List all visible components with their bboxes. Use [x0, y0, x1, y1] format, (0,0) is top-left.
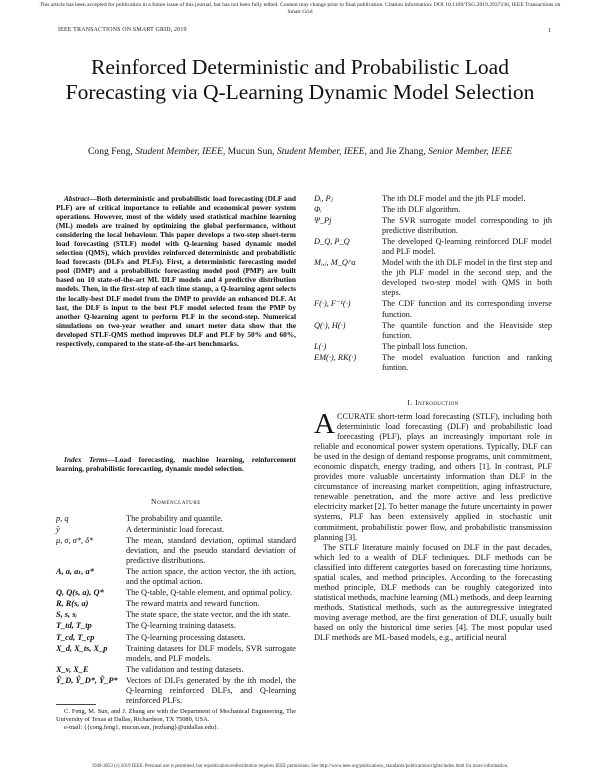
nomenclature-symbol: S, s, sᵢ [56, 610, 77, 620]
nomenclature-symbol: T_td, T_tp [56, 621, 92, 631]
nomenclature-description: Model with the ith DLF model in the first step and the jth PLF model in the second step, and the developed two-step model with QMS in both steps. [382, 258, 552, 298]
nomenclature-row [56, 676, 296, 706]
nomenclature-row [56, 644, 296, 664]
acceptance-banner: This article has been accepted for publication in a future issue of this journal, but has not been fully edited. Content may change prior to final publication. Citation information: DOI 10.1109/TSG.2019.2937338, IEEE Transactions on Smart Grid [39, 2, 561, 15]
author-separator: , [222, 146, 228, 157]
nomenclature-row [56, 665, 296, 675]
running-head: IEEE TRANSACTIONS ON SMART GRID, 2019 [58, 27, 187, 33]
author-name: Jie Zhang, [385, 146, 429, 157]
nomenclature-description: The quantile function and the Heaviside step function. [382, 320, 552, 340]
author-line [20, 146, 580, 158]
nomenclature-row [314, 299, 552, 319]
nomenclature-description: The probability and quantile. [126, 514, 223, 523]
nomenclature-description: A deterministic load forecast. [126, 525, 225, 535]
nomenclature-description: The pinball loss function. [382, 341, 468, 351]
nomenclature-symbol: F(·), F⁻¹(·) [314, 299, 351, 309]
abstract-lead: Abstract [64, 194, 90, 203]
nomenclature-row [56, 525, 296, 535]
nomenclature-description: The CDF function and its corresponding inverse function. [382, 299, 552, 319]
paragraph-text: The STLF literature mainly focused on DLF in the past decades, which led to a wealth of DLF techniques. DLF methods can be classified into different categories based on forecasting time horizons, spatial scales, and method principles. According to the forecasting method principle, DLF methods can be roughly categorized into statistical methods, machine learning (ML) methods, and deep learning methods. Statistical methods, such as the autoregressive integrated moving average method, are the first generation of DLF, usually built based on only the historical time series [4]. The most popular used DLF methods are ML-based models, e.g., artificial neural [314, 542, 552, 643]
nomenclature-description: The Q-table, Q-table element, and optimal policy. [126, 588, 293, 598]
author-role: Student Member, IEEE [135, 146, 223, 157]
nomenclature-row [314, 205, 552, 215]
nomenclature-symbol: ŷ [56, 525, 60, 535]
author-separator: , and [364, 146, 386, 157]
nomenclature-row [56, 621, 296, 631]
nomenclature-symbol: X_d, X_ts, X_p [56, 643, 108, 653]
nomenclature-description: The model evaluation function and ranking funtion. [382, 352, 552, 372]
nomenclature-description: The SVR surrogate model corresponding to jth predictive distribution. [382, 216, 552, 236]
nomenclature-symbol: Ŷ_D, Ŷ_D*, Ŷ_P* [56, 675, 118, 685]
nomenclature-row [314, 237, 552, 257]
nomenclature-row [56, 633, 296, 643]
nomenclature-symbol: μ, σ, σ*, δ* [56, 536, 94, 546]
affiliation-footnote [56, 708, 296, 732]
nomenclature-symbol: A, a, aₜ, a* [56, 567, 94, 577]
nomenclature-row [56, 514, 296, 524]
nomenclature-description: The reward matrix and reward function. [126, 599, 260, 609]
author-name: Mucun Sun, [227, 146, 277, 157]
section-heading: I. Introduction [407, 398, 459, 407]
author-name: Cong Feng, [88, 146, 136, 157]
nomenclature-list-continued [314, 194, 552, 374]
copyright-footer: 1949-3053 (c) 2019 IEEE. Personal use is permitted, but republication/redistribution requires IEEE permission. See http://www.ieee.org/publications_standards/publications/rights/index.html for more information. [91, 764, 509, 769]
nomenclature-row [314, 353, 552, 373]
nomenclature-symbol: X_v, X_E [56, 664, 89, 674]
nomenclature-row [56, 588, 296, 598]
nomenclature-title: Nomenclature [151, 497, 201, 506]
footnote-rule [56, 704, 96, 705]
nomenclature-symbol: Φᵢ [314, 205, 322, 215]
nomenclature-row [56, 599, 296, 609]
paper-title: Reinforced Deterministic and Probabilistic Load Forecasting via Q-Learning Dynamic Model Selection [65, 55, 535, 104]
nomenclature-row [56, 536, 296, 566]
nomenclature-symbol: p, q [56, 514, 69, 523]
nomenclature-row [56, 567, 296, 587]
abstract-text: —Both deterministic and probabilistic load forecasting (DLF and PLF) are of critical importance to reliable and economical power system operations. However, most of the widely used statistical machine learning (ML) models are trained by optimizing the global performance, without considering the local behaviour. This paper develops a two-step short-term load forecasting (STLF) model with Q-learning based dynamic model selection (QMS), which provides reinforced deterministic and probabilistic load forecasts (DLFs and PLFs). First, a deterministic forecasting model pool (DMP) and a probabilistic forecasting model pool (PMP) are built based on 10 state-of-the-art ML DLF models and 4 predictive distribution models. Then, in the first-step of each time stamp, a Q-learning agent selects the locally-best DLF model from the DMP to provide an enhanced DLF. At last, the DLF is input to the best PLF model selected from the PMP by another Q-learning agent to perform PLF in the second-step. Numerical simulations on two-year weather and smart meter data show that the developed STLF-QMS method improves DLF and PLF by 50% and 60%, respectively, compared to the state-of-the-art benchmarks. [56, 194, 296, 348]
paragraph [314, 408, 552, 543]
nomenclature-symbol: EM(·), RK(·) [314, 352, 357, 362]
nomenclature-description: Training datasets for DLF models, SVR surrogate models, and PLF models. [126, 643, 296, 663]
nomenclature-description: Vectors of DLFs generated by the ith model, the Q-learning reinforced DLFs, and Q-learning reinforced PLFs. [126, 675, 296, 705]
nomenclature-description: The developed Q-learning reinforced DLF model and PLF model. [382, 237, 552, 257]
nomenclature-row [314, 216, 552, 236]
nomenclature-list [56, 514, 296, 707]
abstract [56, 194, 296, 348]
drop-cap: A [314, 408, 335, 440]
nomenclature-description: The ith DLF algorithm. [382, 205, 461, 215]
nomenclature-description: The Q-learning processing datasets. [126, 632, 246, 642]
page-number: 1 [548, 27, 552, 34]
nomenclature-symbol: D_Q, P_Q [314, 237, 350, 247]
nomenclature-row [314, 258, 552, 298]
nomenclature-description: The ith DLF model and the jth PLF model. [382, 194, 526, 203]
nomenclature-row [56, 610, 296, 620]
nomenclature-symbol: Q(·), H(·) [314, 320, 346, 330]
author-role: Senior Member, IEEE [428, 146, 512, 157]
paragraph [314, 543, 552, 643]
nomenclature-description: The state space, the state vector, and the ith state. [126, 610, 291, 620]
nomenclature-symbol: Dᵢ, Pⱼ [314, 194, 333, 203]
paragraph-text: short-term load forecasting (STLF), including both deterministic load forecasting (DLF) and probabilistic load forecasting (PLF), plays an increasingly important role in reliable and economical power system operations. Typically, DLF can be used in the design of demand response programs, unit commitment, economic dispatch, energy trading, and others [1]. In contrast, PLF provides more valuable uncertainty information than DLF in the circumstance of increasing market competition, aging infrastructure, renewable penetration, and the more active and less predictive electricity market [2]. To better manage the future uncertainty in power systems, PLF has been extensively applied in stochastic unit commitment, probabilistic power flow, and probabilistic transmission planning [3]. [314, 412, 552, 542]
nomenclature-row [314, 342, 552, 352]
nomenclature-symbol: Mᵢ,ⱼ, M_Q^a [314, 258, 356, 268]
nomenclature-description: The validation and testing datasets. [126, 664, 244, 674]
nomenclature-description: The mean, standard deviation, optimal standard deviation, and the pseudo standard deviation of predictive distributions. [126, 536, 296, 566]
nomenclature-description: The action space, the action vector, the ith action, and the optimal action. [126, 567, 296, 587]
nomenclature-symbol: R, R(s, a) [56, 599, 89, 609]
nomenclature-symbol: L(·) [314, 341, 327, 351]
index-terms-lead: Index Terms [64, 455, 108, 464]
author-role: Student Member, IEEE [276, 146, 365, 157]
nomenclature-row [314, 321, 552, 341]
footnote-line: C. Feng, M. Sun, and J. Zhang are with the Department of Mechanical Engineering, The University of Texas at Dallas, Richardson, TX 75080, USA. [56, 708, 296, 723]
nomenclature-symbol: Ψ_Pj [314, 216, 332, 226]
index-terms-text: —Load forecasting, machine learning, reinforcement learning, probabilistic forecasting, dynamic model selection. [56, 455, 296, 474]
introduction-body [314, 408, 552, 643]
nomenclature-description: The Q-learning training datasets. [126, 621, 236, 631]
nomenclature-row [314, 194, 552, 204]
nomenclature-symbol: Q, Q(s, a), Q* [56, 588, 104, 598]
footnote-line: e-mail: {{cong.feng1, mucun.sun, jiezhang}@utdallas.edu}. [64, 724, 219, 731]
nomenclature-symbol: T_cd, T_cp [56, 632, 95, 642]
lead-word: CCURATE [336, 412, 375, 421]
index-terms [56, 455, 296, 473]
